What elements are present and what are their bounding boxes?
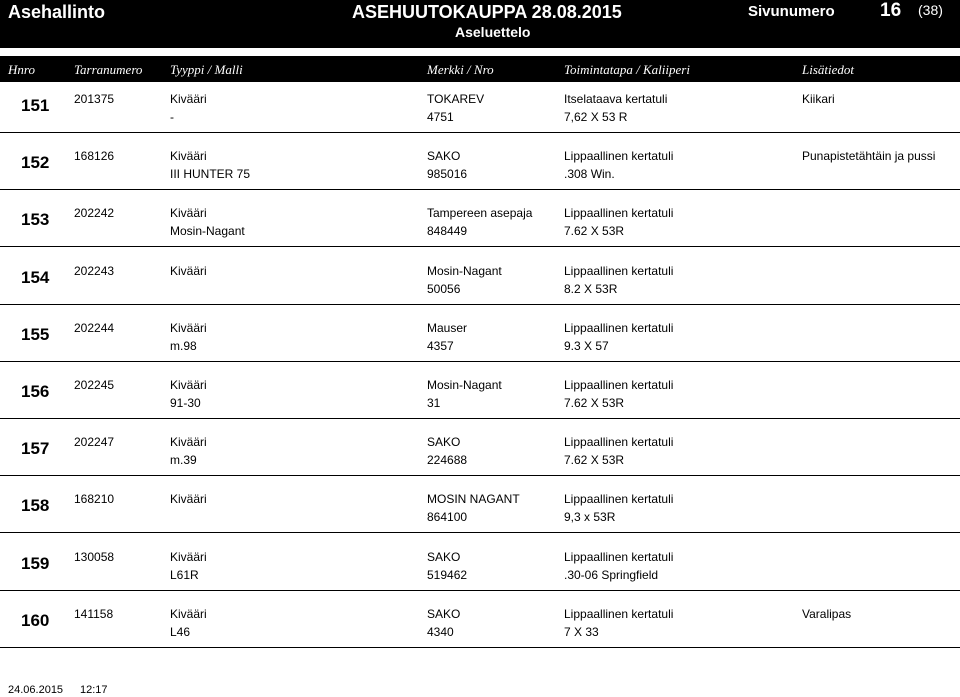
kaliiperi-cell: 7 X 33 [564,624,599,639]
table-row [0,482,960,533]
tarranumero-cell: 141158 [74,606,114,621]
table-row [0,254,960,305]
list-subtitle: Aseluettelo [455,24,531,40]
merkki-cell: SAKO [427,606,461,621]
col-tyyppi-malli: Tyyppi / Malli [170,62,243,77]
col-lisatiedot: Lisätiedot [802,62,855,77]
malli-cell: 91-30 [170,396,201,410]
malli-cell: - [170,110,174,124]
kaliiperi-cell: .30-06 Springfield [564,567,659,582]
footer-time: 12:17 [80,684,108,696]
tyyppi-cell: Kivääri [170,435,207,450]
merkki-cell: TOKAREV [427,92,485,106]
hnro-cell: 158 [21,496,50,516]
sarjanumero-cell: 50056 [427,281,461,296]
hnro-cell: 153 [21,210,50,230]
auction-title: ASEHUUTOKAUPPA 28.08.2015 [352,2,622,22]
malli-cell: Mosin-Nagant [170,224,245,239]
sarjanumero-cell: 4340 [427,624,454,639]
toimintatapa-cell: Lippaallinen kertatuli [564,263,674,278]
tyyppi-cell: Kivääri [170,206,207,221]
app-title: Asehallinto [8,2,106,22]
page-label: Sivunumero [748,3,835,20]
merkki-cell: MOSIN NAGANT [427,492,520,507]
toimintatapa-cell: Lippaallinen kertatuli [564,320,674,335]
tarranumero-cell: 201375 [74,92,115,106]
merkki-cell: Tampereen asepaja [427,206,533,221]
malli-cell: L61R [170,567,199,582]
merkki-cell: SAKO [427,149,461,164]
sarjanumero-cell: 4357 [427,338,454,353]
kaliiperi-cell: 9,3 x 53R [564,510,616,525]
col-hnro: Hnro [8,62,35,77]
kaliiperi-cell: 7,62 X 53 R [564,110,628,124]
tyyppi-cell: Kivääri [170,320,207,335]
kaliiperi-cell: 9.3 X 57 [564,338,609,353]
toimintatapa-cell: Lippaallinen kertatuli [564,492,674,507]
sarjanumero-cell: 4751 [427,110,454,124]
merkki-cell: Mosin-Nagant [427,263,502,278]
toimintatapa-cell: Lippaallinen kertatuli [564,378,674,392]
col-merkki-nro: Merkki / Nro [427,62,494,77]
tarranumero-cell: 202247 [74,435,115,450]
tyyppi-cell: Kivääri [170,606,207,621]
kaliiperi-cell: 8.2 X 53R [564,281,618,296]
lisatiedot-cell: Varalipas [802,606,852,621]
table-row [0,597,960,648]
tarranumero-cell: 202244 [74,320,115,335]
footer-date: 24.06.2015 [8,684,64,696]
merkki-cell: SAKO [427,549,461,564]
hnro-cell: 154 [21,267,50,287]
malli-cell: m.98 [170,338,197,353]
table-row [0,368,960,419]
malli-cell: m.39 [170,453,197,468]
toimintatapa-cell: Lippaallinen kertatuli [564,149,674,164]
hnro-cell: 156 [21,382,50,401]
toimintatapa-cell: Lippaallinen kertatuli [564,549,674,564]
sarjanumero-cell: 985016 [427,167,468,182]
sarjanumero-cell: 31 [427,396,441,410]
tyyppi-cell: Kivääri [170,149,207,164]
merkki-cell: Mauser [427,320,468,335]
page-number: 16 [880,0,902,21]
toimintatapa-cell: Lippaallinen kertatuli [564,206,674,221]
col-tarranumero: Tarranumero [74,62,143,77]
hnro-cell: 160 [21,610,50,630]
column-header-row [0,56,960,82]
kaliiperi-cell: 7.62 X 53R [564,396,625,410]
table-row [0,540,960,591]
toimintatapa-cell: Lippaallinen kertatuli [564,606,674,621]
table-row [0,425,960,476]
hnro-cell: 159 [21,553,50,573]
toimintatapa-cell: Itselataava kertatuli [564,92,668,106]
hnro-cell: 157 [21,439,50,459]
page-total: (38) [918,2,943,18]
sarjanumero-cell: 519462 [427,567,468,582]
kaliiperi-cell: 7.62 X 53R [564,224,625,239]
tarranumero-cell: 168126 [74,149,115,164]
table-row [0,196,960,247]
tyyppi-cell: Kivääri [170,549,207,564]
tyyppi-cell: Kivääri [170,92,207,106]
sarjanumero-cell: 848449 [427,224,468,239]
hnro-cell: 152 [21,153,50,173]
tarranumero-cell: 168210 [74,492,115,507]
tyyppi-cell: Kivääri [170,492,207,507]
table-row [0,311,960,362]
malli-cell: III HUNTER 75 [170,167,251,182]
tyyppi-cell: Kivääri [170,378,207,392]
col-toimintatapa-kaliiperi: Toimintatapa / Kaliiperi [564,62,690,77]
tyyppi-cell: Kivääri [170,263,207,278]
hnro-cell: 151 [21,96,50,115]
tarranumero-cell: 202245 [74,378,115,392]
table-row [0,82,960,133]
title-bar [0,0,960,48]
lisatiedot-cell: Kiikari [802,92,835,106]
merkki-cell: Mosin-Nagant [427,378,502,392]
hnro-cell: 155 [21,324,50,344]
tarranumero-cell: 202243 [74,263,115,278]
kaliiperi-cell: .308 Win. [564,167,615,182]
malli-cell: L46 [170,624,191,639]
kaliiperi-cell: 7.62 X 53R [564,453,625,468]
table-row [0,139,960,190]
sarjanumero-cell: 224688 [427,453,468,468]
tarranumero-cell: 130058 [74,549,115,564]
sarjanumero-cell: 864100 [427,510,468,525]
lisatiedot-cell: Punapistetähtäin ja pussi [802,149,936,164]
tarranumero-cell: 202242 [74,206,115,221]
merkki-cell: SAKO [427,435,461,450]
toimintatapa-cell: Lippaallinen kertatuli [564,435,674,450]
